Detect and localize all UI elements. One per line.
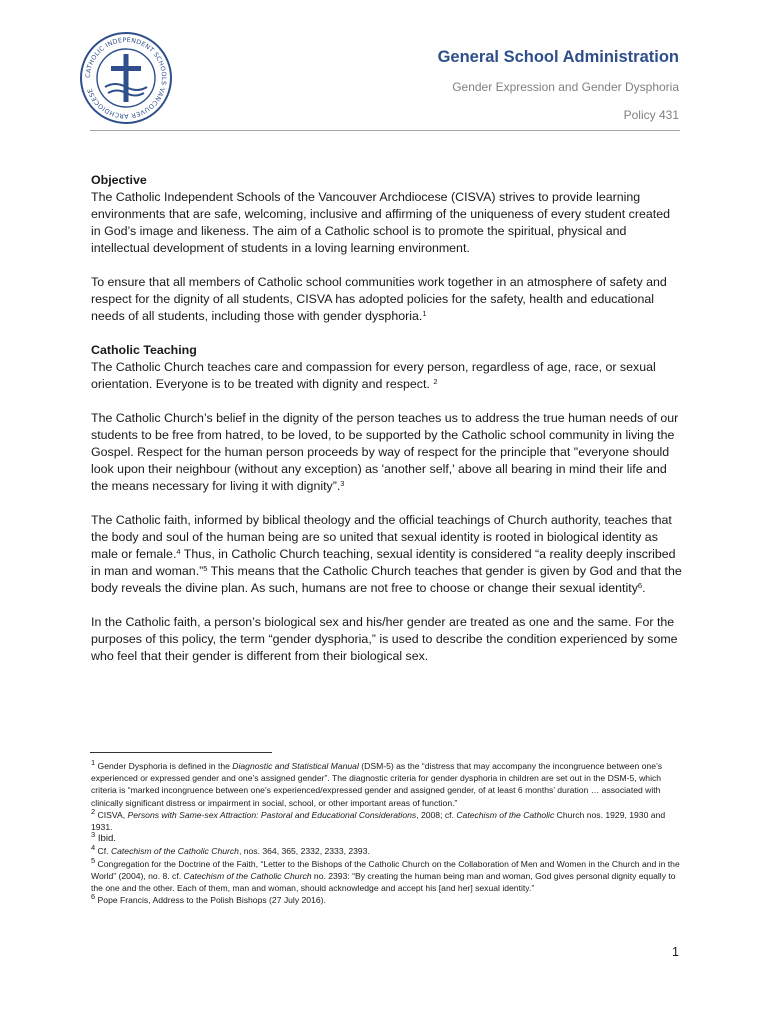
section-heading: Objective: [91, 173, 147, 187]
footnote-ref: 4: [91, 843, 96, 853]
body-paragraph: The Catholic faith, informed by biblical theology and the official teachings of Church authority, teaches that the body and soul of the human being are so united that sexual identity is rooted in biological identity as male or female.$^4$ Thus, in Catholic Church teaching, sexual identity is considered “a reality deeply inscribed in man and woman.”$^5$ This means that the Catholic Church teaches that gender is given by God and that the body reveals the divine plan. As such, humans are not free to choose or change their sexual identity$^6$.: [91, 513, 682, 595]
body-paragraph: To ensure that all members of Catholic school communities work together in an atmosphere of safety and respect for the dignity of all students, CISVA has adopted policies for the safety, health and educational needs of all students, including those with gender dysphoria.$^1$: [91, 275, 667, 323]
footnote-ref: 1: [91, 758, 96, 767]
footnote-ref: 5: [203, 564, 208, 573]
header-divider: [90, 130, 680, 131]
footnote-ref: 3: [91, 830, 96, 840]
header-title: General School Administration: [437, 48, 679, 66]
logo-seal-icon: [78, 30, 174, 126]
page-number: 1: [672, 945, 679, 959]
body-paragraph: The Catholic Independent Schools of the Vancouver Archdiocese (CISVA) strives to provide learning environments that are safe, welcoming, inclusive and affirming of the uniqueness of every student created in God’s image and likeness. The aim of a Catholic school is to promote the spiritual, physical and intellectual development of students in a loving learning environment.: [91, 190, 671, 255]
footnotes: [91, 760, 683, 906]
footnote: $^1$ Gender Dysphoria is defined in the Diagnostic and Statistical Manual (DSM-5) as the “distress that may accompany the incongruence between one’s experienced or expressed gender and one’s assigned gender”. The diagnostic criteria for gender dysphoria in children are set out in the DSM-5, which criteria is “marked incongruence between one’s experienced/expressed gender and assigned gender, of at least 6 months’ duration … associated with clinically significant distress or impairment in social, school, or other important areas of function.”: [91, 758, 663, 808]
footnote: $^5$ Congregation for the Doctrine of the Faith, “Letter to the Bishops of the Catholic Church on the Collaboration of Men and Women in the Church and in the World” (2004), no. 8. cf. Catechism of the Catholic Church no. 2393: “By creating the human being man and woman, God gives personal dignity equally to the one and the other. Each of them, man and woman, should acknowledge and accept his [and her] sexual identity.”: [91, 855, 680, 894]
body-paragraph: In the Catholic faith, a person’s biological sex and his/her gender are treated as one and the same. For the purposes of this policy, the term “gender dysphoria,” is used to describe the condition experienced by some who feel that their gender is different from their biological sex.: [91, 615, 678, 663]
footnote-ref: 6: [637, 581, 643, 590]
footnote-ref: 2: [433, 377, 438, 386]
section-heading: Catholic Teaching: [91, 343, 197, 357]
policy-number: Policy 431: [623, 108, 679, 122]
footnote-ref: 2: [91, 806, 96, 816]
footnote: $^2$ CISVA, Persons with Same-sex Attraction: Pastoral and Educational Considerations, 2008; cf. Catechism of the Catholic Church nos. 1929, 1930 and 1931.: [91, 806, 666, 833]
footnote: $^4$ Cf. Catechism of the Catholic Church, nos. 364, 365, 2332, 2333, 2393.: [91, 843, 370, 857]
footnote: $^3$ Ibid.: [91, 830, 116, 845]
svg-text:CATHOLIC INDEPENDENT SCHOOLS V: CATHOLIC INDEPENDENT SCHOOLS VANCOUVER ARCHDIOCESE: [84, 36, 168, 120]
document-body: [91, 172, 683, 682]
footnote-divider: [90, 752, 272, 753]
footnote-ref: 1: [422, 309, 427, 318]
body-paragraph: The Catholic Church’s belief in the dignity of the person teaches us to address the true human needs of our students to be free from hatred, to be loved, to be supported by the Catholic school community in living the Gospel. Respect for the human person proceeds by way of respect for the principle that "everyone should look upon their neighbour (without any exception) as 'another self,' above all bearing in mind their life and the means necessary for living it with dignity”.$^3$: [91, 411, 679, 493]
header-subtitle: Gender Expression and Gender Dysphoria: [452, 80, 679, 94]
cisva-logo: [78, 30, 174, 126]
footnote-ref: 3: [340, 479, 345, 488]
footnote-ref: 4: [176, 547, 181, 556]
footnote-ref: 6: [91, 892, 96, 902]
body-paragraph: The Catholic Church teaches care and compassion for every person, regardless of age, race, or sexual orientation. Everyone is to be treated with dignity and respect. $^2$: [91, 360, 656, 391]
footnote-ref: 5: [91, 855, 96, 865]
footnote: $^6$ Pope Francis, Address to the Polish Bishops (27 July 2016).: [91, 892, 326, 906]
